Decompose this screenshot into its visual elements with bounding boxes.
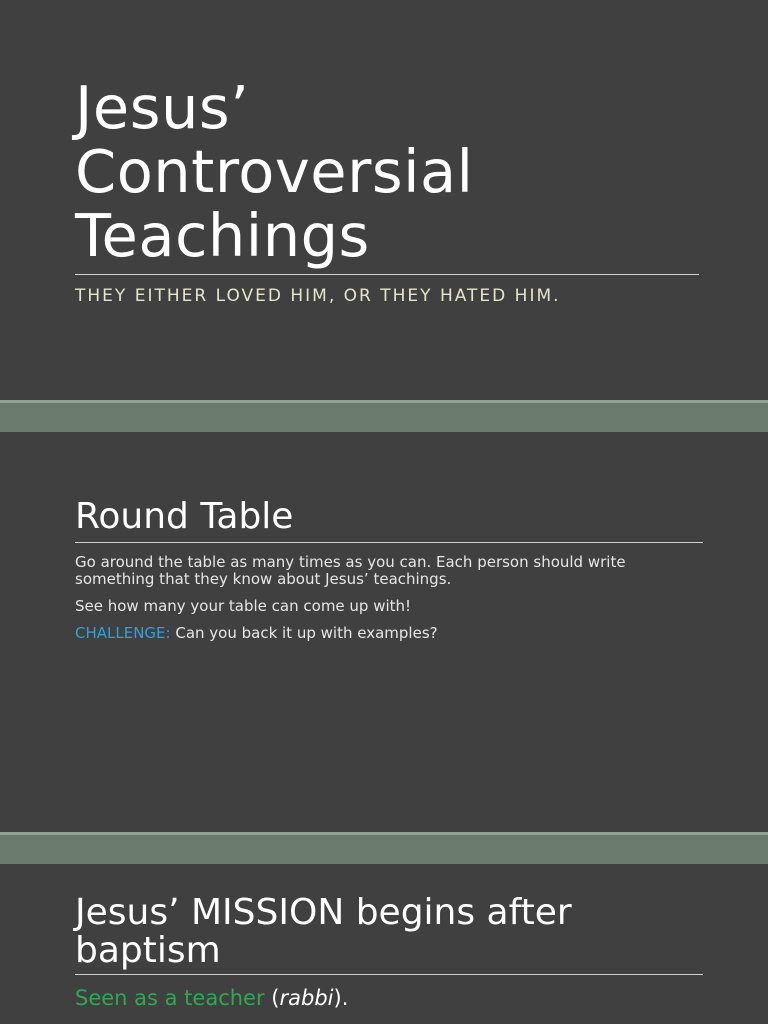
slide-body	[75, 986, 715, 1010]
slide-separator	[0, 832, 768, 864]
title-line-2: Controversial	[75, 137, 474, 206]
bullet-close: ).	[333, 986, 349, 1010]
slide-body	[75, 554, 695, 652]
heading-divider	[75, 542, 703, 543]
cropped-text-line	[75, 1018, 715, 1024]
heading-line-2: baptism	[75, 930, 221, 971]
round-table-slide	[0, 432, 768, 832]
heading-divider	[75, 974, 703, 975]
title-line-1: Jesus’	[75, 73, 250, 142]
rabbi-term: rabbi	[279, 986, 334, 1010]
instruction-paragraph: Go around the table as many times as you can. Each person should write something that they know about Jesus’ teachings.	[75, 553, 626, 588]
count-paragraph: See how many your table can come up with!	[75, 597, 412, 615]
presentation-subtitle: THEY EITHER LOVED HIM, OR THEY HATED HIM.	[75, 286, 561, 306]
title-divider	[75, 274, 699, 275]
slide-heading: Round Table	[75, 496, 294, 537]
challenge-label: CHALLENGE:	[75, 624, 171, 642]
challenge-text: Can you back it up with examples?	[170, 624, 438, 642]
mission-slide	[0, 864, 768, 1024]
slide-separator	[0, 400, 768, 432]
title-slide	[0, 0, 768, 400]
bullet-open: (	[264, 986, 280, 1010]
teacher-highlight: Seen as a teacher	[75, 986, 265, 1010]
title-line-3: Teachings	[75, 201, 370, 270]
heading-line-1: Jesus’ MISSION begins after	[75, 892, 572, 933]
presentation-title	[75, 73, 474, 270]
slide-heading	[75, 894, 572, 970]
challenge-paragraph	[75, 625, 695, 642]
